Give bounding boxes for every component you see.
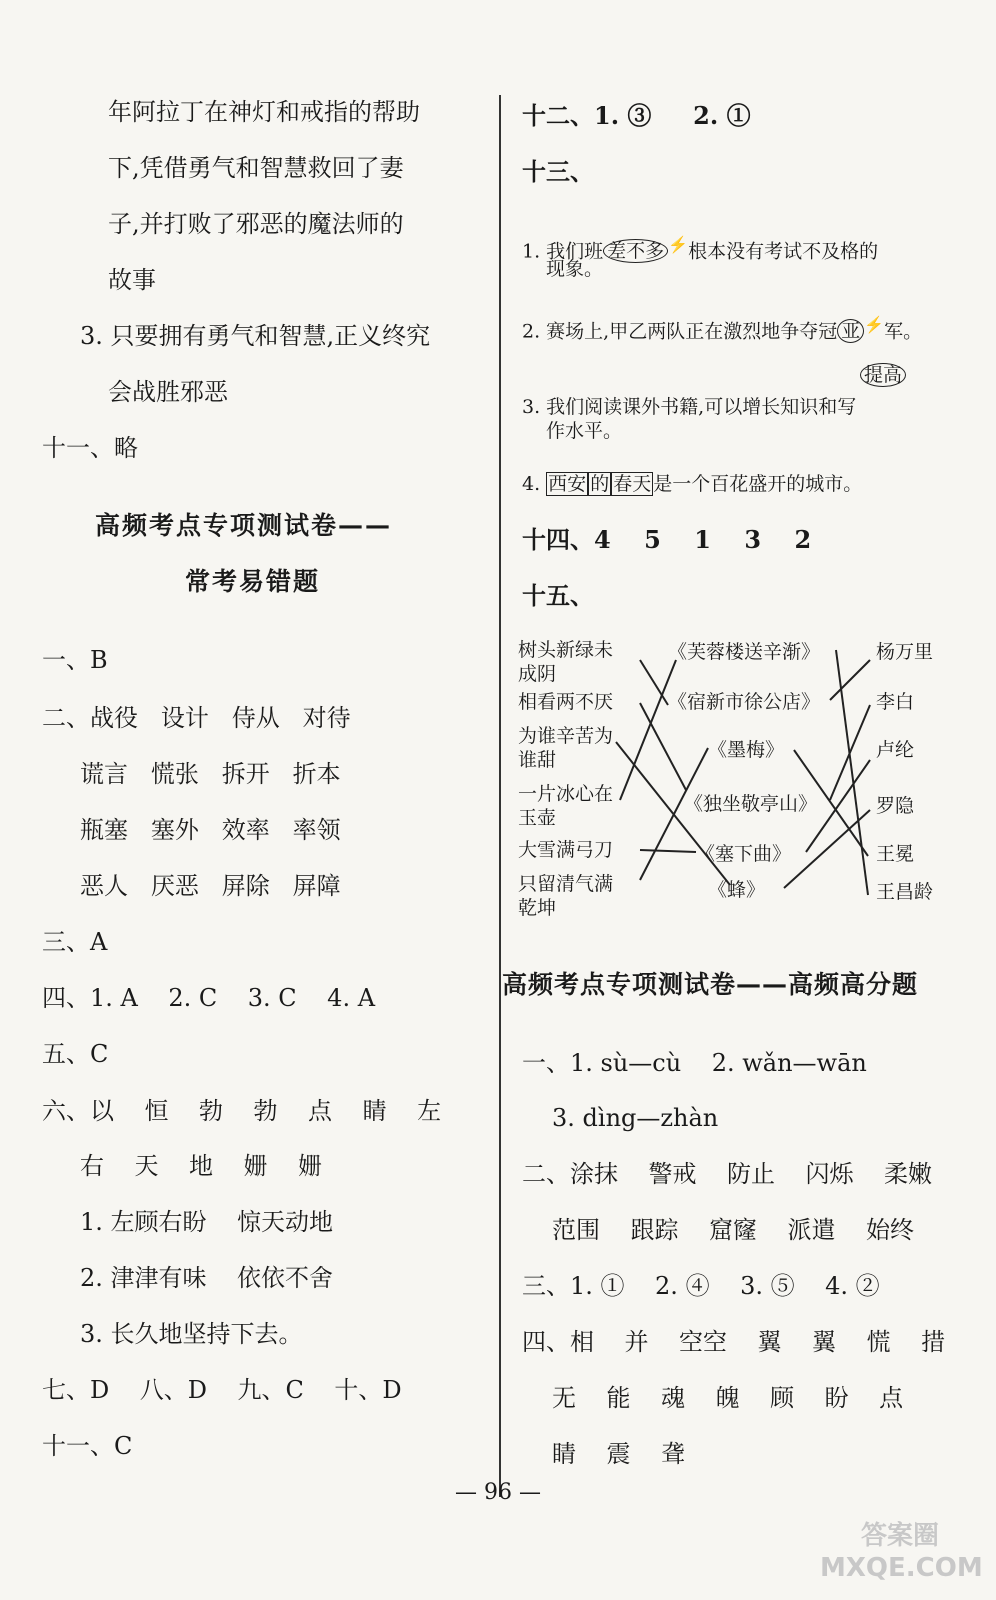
- poem-title: 《宿新市徐公店》: [668, 691, 821, 713]
- correction-mark: ⚡: [668, 235, 689, 254]
- column-divider: [499, 95, 501, 1497]
- match-line: [830, 660, 870, 700]
- inserted-word: 提高: [860, 363, 906, 387]
- match-line: [830, 705, 870, 800]
- poet-name: 王昌龄: [876, 881, 934, 903]
- answer-line: 瓶塞 塞外 效率 率领: [80, 816, 341, 844]
- poem-line: 相看两不厌: [518, 691, 614, 713]
- answer-line: 3. dìng—zhàn: [552, 1104, 719, 1132]
- answer-line: 三、1. ① 2. ④ 3. ⑤ 4. ②: [522, 1272, 880, 1300]
- poem-line: 成阴: [518, 663, 557, 685]
- match-line: [640, 703, 686, 790]
- answer-line: 四、1. A 2. C 3. C 4. A: [42, 984, 376, 1012]
- poet-name: 卢纶: [876, 739, 915, 761]
- text-line: 会战胜邪恶: [108, 378, 228, 406]
- answer-line: 一、1. sù—cù 2. wǎn—wān: [522, 1049, 867, 1077]
- poet-name: 罗隐: [876, 795, 915, 817]
- answer-line: 十三、: [522, 157, 594, 186]
- text-line: 十一、略: [42, 434, 138, 462]
- sentence-1: 1. 我们班 差不多 ⚡根本没有考试不及格的: [522, 235, 879, 263]
- text-line: 年阿拉丁在神灯和戒指的帮助: [108, 98, 420, 126]
- poem-title: 《芙蓉楼送辛渐》: [668, 641, 821, 663]
- answer-line: 十五、: [522, 581, 594, 610]
- poem-matching: [508, 0, 996, 1600]
- sentence-4: 4. 西安 的 春天 是一个百花盛开的城市。: [522, 473, 863, 495]
- answer-line: 四、相 并 空空 翼 翼 慌 措: [522, 1328, 946, 1356]
- answer-line: 无 能 魂 魄 顾 盼 点: [552, 1384, 904, 1412]
- poem-title: 《墨梅》: [708, 739, 785, 761]
- poem-title: 《独坐敬亭山》: [684, 793, 818, 815]
- poem-line: 只留清气满: [518, 873, 614, 895]
- poet-name: 杨万里: [876, 641, 934, 663]
- section-heading: 高频考点专项测试卷——: [95, 511, 393, 540]
- answer-line: 右 天 地 姗 姗: [80, 1152, 323, 1180]
- poem-line: 大雪满弓刀: [518, 839, 614, 861]
- answer-line: 二、战役 设计 侍从 对待: [42, 704, 351, 732]
- watermark: 答案圈 MXQE.COM: [820, 1521, 983, 1583]
- circled-word: 亚: [837, 319, 864, 343]
- answer-line: 恶人 厌恶 屏除 屏障: [80, 872, 341, 900]
- section-heading: 高频考点专项测试卷——高频高分题: [502, 970, 919, 999]
- answer-line: 睛 震 聋: [552, 1440, 686, 1468]
- poem-line: 树头新绿未: [518, 639, 614, 661]
- poem-title: 《塞下曲》: [696, 843, 792, 865]
- corrected-char: 写: [837, 396, 857, 418]
- text-line: 下,凭借勇气和智慧救回了妻: [108, 154, 404, 182]
- answer-line: 六、以 恒 勃 勃 点 睛 左: [42, 1097, 442, 1125]
- text-line: 现象。: [546, 258, 604, 280]
- poem-line: 谁甜: [518, 749, 557, 771]
- answer-line: 谎言 慌张 拆开 折本: [80, 760, 341, 788]
- answer-line: 二、涂抹 警戒 防止 闪烁 柔嫩: [522, 1160, 933, 1188]
- poet-name: 王冕: [876, 843, 915, 865]
- poem-title: 《蜂》: [708, 879, 766, 901]
- sentence-2: 2. 赛场上,甲乙两队正在激烈地争夺冠 亚 ⚡军。: [522, 315, 923, 343]
- answer-line: 范围 跟踪 窟窿 派遣 始终: [552, 1216, 915, 1244]
- match-line: [620, 660, 676, 800]
- answer-line: 2. 津津有味 依依不舍: [80, 1264, 334, 1292]
- answer-line: 七、D 八、D 九、C 十、D: [42, 1376, 402, 1404]
- text-line: 3. 只要拥有勇气和智慧,正义终究: [80, 322, 431, 350]
- poet-name: 李白: [876, 691, 915, 713]
- circled-word: 差不多: [603, 239, 668, 263]
- answer-line: 五、C: [42, 1040, 109, 1068]
- section-heading: 常考易错题: [185, 567, 321, 596]
- poem-line: 乾坤: [518, 897, 557, 919]
- poem-line: 一片冰心在: [518, 783, 614, 805]
- answer-line: 十一、C: [42, 1432, 133, 1460]
- text-line: 作水平。: [546, 420, 623, 442]
- text-line: 子,并打败了邪恶的魔法师的: [108, 210, 404, 238]
- correction-mark: ⚡: [864, 315, 885, 334]
- match-line: [640, 660, 668, 705]
- answer-line: 三、A: [42, 928, 108, 956]
- page-number: — 96 —: [455, 1480, 541, 1505]
- match-line: [640, 850, 696, 852]
- answer-line: 十二、1. ③ 2. ①: [522, 101, 751, 130]
- text-line: 故事: [108, 266, 156, 294]
- sentence-3: 3. 我们阅读课外书籍,可以增长知识和写: [522, 396, 857, 418]
- poem-line: 为谁辛苦为: [518, 725, 614, 747]
- poem-line: 玉壶: [518, 807, 557, 829]
- answer-line: 一、B: [42, 646, 108, 674]
- answer-line: 1. 左顾右盼 惊天动地: [80, 1208, 334, 1236]
- answer-line: 十四、4 5 1 3 2: [522, 525, 812, 554]
- answer-line: 3. 长久地坚持下去。: [80, 1320, 303, 1348]
